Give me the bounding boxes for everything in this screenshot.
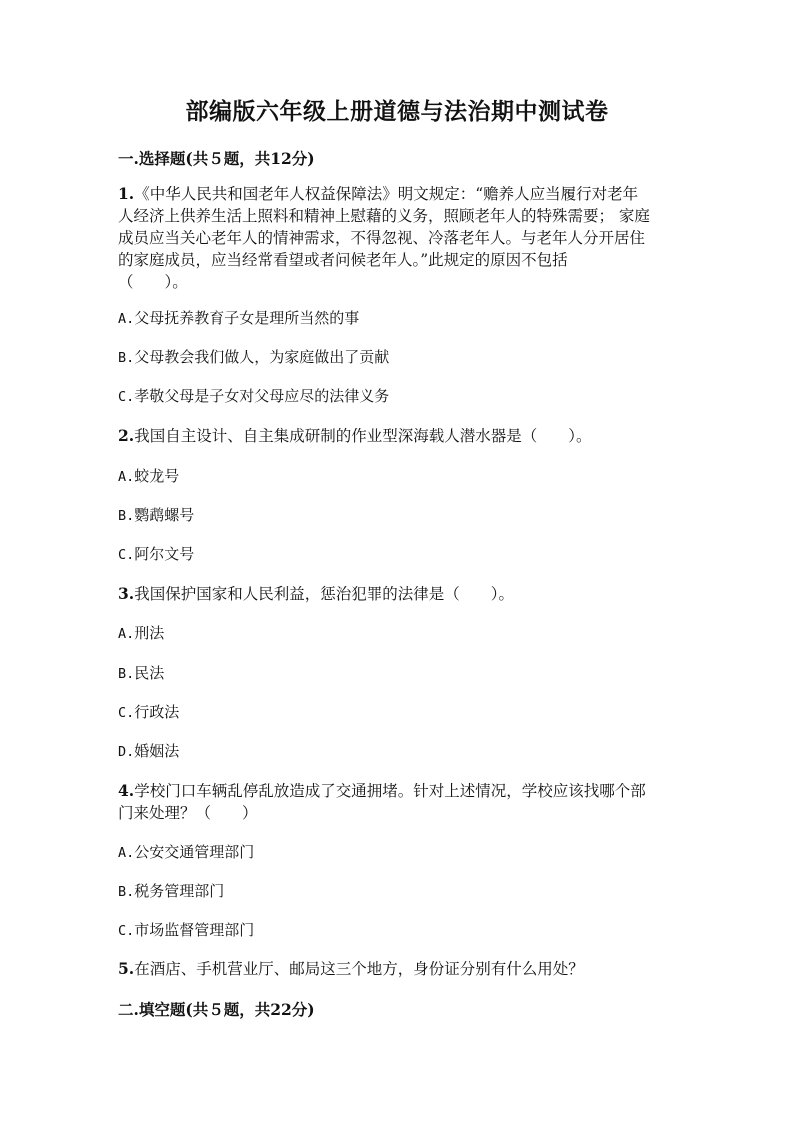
question-1-line-3: 成员应当关心老年人的情神需求，不得忽视、冷落老年人。与老年人分开居住	[118, 229, 646, 247]
option-1b: B.父母教会我们做人，为家庭做出了贡献	[118, 348, 390, 366]
question-1-line-4: 的家庭成员，应当经常看望或者问候老年人。”此规定的原因不包括	[118, 251, 568, 269]
question-number: 1.	[118, 184, 135, 203]
question-1-line-1: 1.《中华人民共和国老年人权益保障法》明文规定：“赡养人应当履行对老年	[118, 184, 639, 203]
option-2b: B.鹦鹉螺号	[118, 506, 195, 524]
question-number: 4.	[118, 781, 135, 800]
question-1-line-2: 人经济上供养生活上照料和精神上慰藉的义务，照顾老年人的特殊需要； 家庭	[118, 207, 650, 225]
section-heading-choice: 一.选择题(共５题，共12分)	[118, 149, 315, 168]
question-number: 3.	[118, 584, 135, 603]
option-1c: C.孝敬父母是子女对父母应尽的法律义务	[118, 387, 390, 405]
option-2a: A.蛟龙号	[118, 467, 180, 485]
question-2: 2.我国自主设计、自主集成研制的作业型深海载人潜水器是（ ）。	[118, 426, 592, 445]
option-1a: A.父母抚养教育子女是理所当然的事	[118, 309, 360, 327]
option-3c: C.行政法	[118, 703, 180, 721]
section-heading-fill: 二.填空题(共５题，共22分)	[118, 1000, 315, 1019]
option-4b: B.税务管理部门	[118, 882, 225, 900]
question-3: 3.我国保护国家和人民利益，惩治犯罪的法律是（ ）。	[118, 584, 514, 603]
question-5: 5.在酒店、手机营业厅、邮局这三个地方，身份证分别有什么用处？	[118, 959, 584, 978]
question-1-line-5: （ ）。	[118, 273, 188, 291]
question-number: 5.	[118, 959, 135, 978]
option-4c: C.市场监督管理部门	[118, 921, 255, 939]
option-3b: B.民法	[118, 664, 165, 682]
option-2c: C.阿尔文号	[118, 545, 195, 563]
question-1	[118, 183, 678, 293]
question-number: 2.	[118, 426, 135, 445]
option-4a: A.公安交通管理部门	[118, 843, 255, 861]
page-title: 部编版六年级上册道德与法治期中测试卷	[185, 98, 609, 125]
option-3a: A.刑法	[118, 624, 165, 642]
option-3d: D.婚姻法	[118, 742, 180, 760]
question-4: 4.学校门口车辆乱停乱放造成了交通拥堵。针对上述情况，学校应该找哪个部 门来处理？（ ）	[118, 781, 646, 822]
